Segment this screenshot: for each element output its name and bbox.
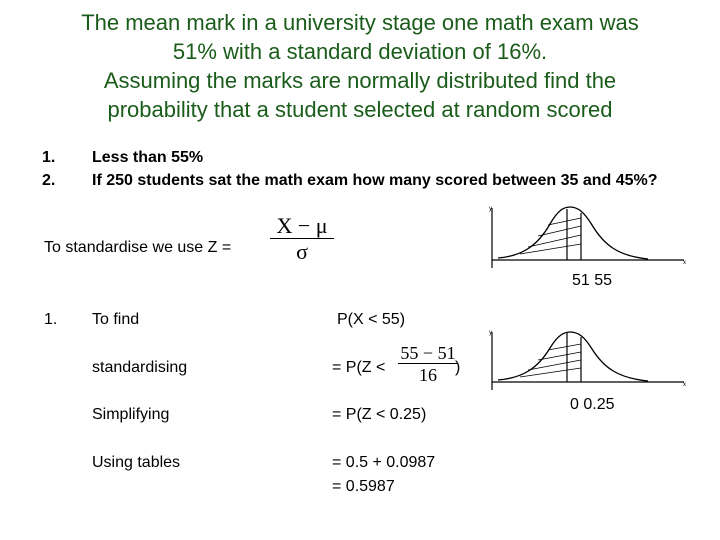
closing-paren: ): [455, 359, 461, 376]
step-expr-find: P(X < 55): [337, 311, 406, 328]
curve-1-x-label: x: [683, 260, 686, 266]
step-expr-tables: = 0.5 + 0.0987: [332, 454, 436, 471]
fraction-denominator: 16: [419, 365, 437, 385]
final-result: = 0.5987: [332, 478, 395, 495]
standardise-label: To standardise we use Z =: [44, 239, 232, 256]
question-2-number: 2.: [42, 172, 56, 189]
normal-curve-1: [478, 200, 688, 272]
standardising-fraction: [398, 343, 461, 386]
step-expr-simplifying: = P(Z < 0.25): [332, 406, 427, 423]
curve-2-y-label: y: [489, 330, 492, 336]
title-line: 51% with a standard deviation of 16%.: [172, 39, 548, 64]
curve-2-x-label: x: [683, 382, 686, 388]
step-label-tables: Using tables: [92, 454, 181, 471]
step-label-standardising: standardising: [92, 359, 188, 376]
curve-2-bell: [498, 332, 648, 381]
title-line: probability that a student selected at random scored: [107, 97, 613, 122]
question-2-text: If 250 students sat the math exam how many scored between 35 and 45%?: [92, 172, 658, 189]
part-1-number: 1.: [44, 311, 58, 328]
fraction-numerator: 55 − 51: [400, 343, 456, 363]
step-label-simplifying: Simplifying: [92, 406, 170, 423]
question-1-number: 1.: [42, 149, 56, 166]
curve-1-y-label: y: [489, 206, 492, 212]
title-line: The mean mark in a university stage one math exam was: [81, 10, 639, 35]
z-numerator: X − μ: [276, 213, 328, 238]
z-denominator: σ: [296, 239, 308, 264]
z-formula: [270, 214, 334, 265]
slide-title: [20, 8, 700, 124]
curve-2-shading: [520, 344, 581, 377]
title-line: Assuming the marks are normally distributed find the: [103, 68, 617, 93]
normal-curve-2: [478, 330, 688, 390]
curve-1-bell: [498, 207, 648, 259]
curve-1-labels: 51 55: [572, 272, 613, 289]
question-1-text: Less than 55%: [92, 149, 204, 166]
step-expr-standardising: = P(Z <: [332, 359, 386, 376]
curve-2-labels: 0 0.25: [570, 396, 615, 413]
step-label-find: To find: [92, 311, 140, 328]
